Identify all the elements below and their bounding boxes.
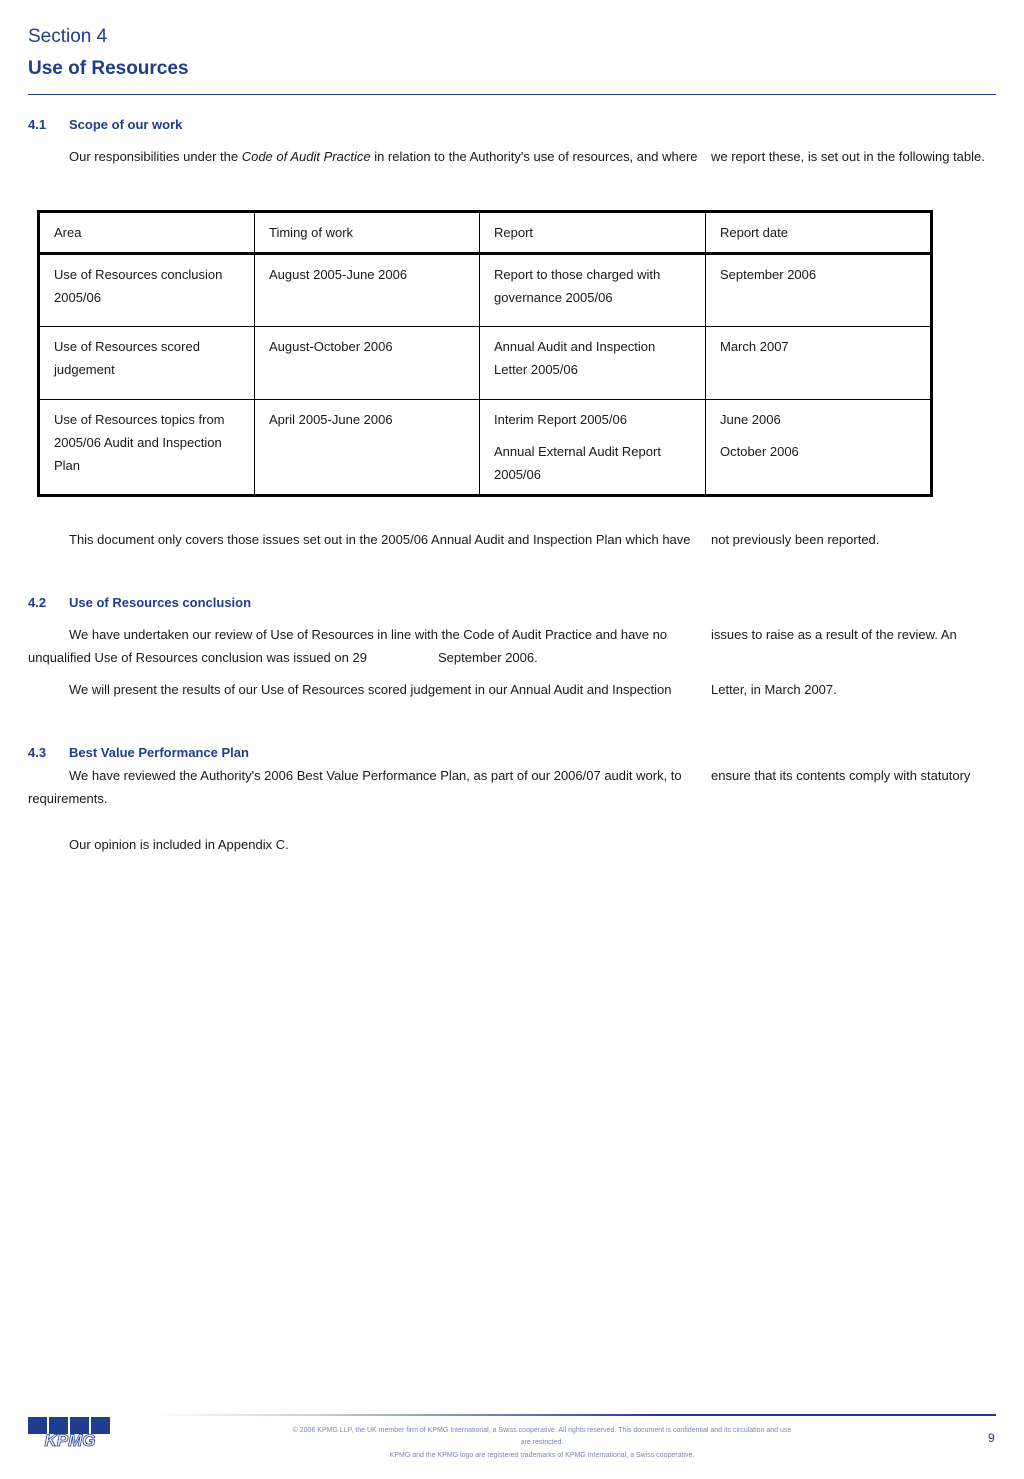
cell-line: 2005/06 — [494, 467, 541, 482]
table-header-row — [39, 212, 932, 254]
cell-line: Interim Report 2005/06 — [494, 412, 627, 427]
cell-date — [706, 327, 932, 400]
cell-area — [39, 327, 255, 400]
heading-title: Use of Resources conclusion — [69, 595, 252, 610]
cell-date — [706, 254, 932, 327]
table-row — [39, 327, 932, 400]
table-row — [39, 254, 932, 327]
heading-title: Best Value Performance Plan — [69, 745, 249, 760]
cell-gap — [720, 431, 916, 440]
cell-line: judgement — [54, 362, 115, 377]
scope-paragraph-part-1 — [69, 149, 698, 164]
conclusion-paragraph-line-2b: September 2006. — [438, 650, 538, 665]
conclusion-paragraph-line-2a: unqualified Use of Resources conclusion was issued on 29 — [28, 650, 367, 665]
cell-line: March 2007 — [720, 339, 789, 354]
code-of-audit-practice-italic: Code of Audit Practice — [241, 149, 371, 164]
cell-line: 2005/06 — [54, 290, 101, 305]
cell-line: Use of Resources topics from — [54, 412, 225, 427]
resources-table — [37, 210, 933, 497]
cell-timing — [255, 400, 480, 496]
section-number: Section 4 — [28, 26, 108, 47]
copyright-line-1: © 2006 KPMG LLP, the UK member firm of KPMG International, a Swiss cooperative. All rights reserved. This document is confidential and its circulation and use — [292, 1427, 792, 1434]
header-report: Report — [480, 212, 706, 254]
cell-line: April 2005-June 2006 — [269, 412, 393, 427]
header-report-date: Report date — [706, 212, 932, 254]
cell-report — [480, 327, 706, 400]
conclusion-paragraph-line-1b: issues to raise as a result of the review. An — [711, 627, 957, 642]
cell-line: 2005/06 Audit and Inspection — [54, 435, 222, 450]
heading-number: 4.1 — [28, 117, 47, 132]
heading-4-2 — [28, 595, 428, 613]
cell-line: governance 2005/06 — [494, 290, 613, 305]
heading-4-1 — [28, 117, 428, 135]
cell-line: Letter 2005/06 — [494, 362, 578, 377]
cell-timing — [255, 327, 480, 400]
cell-area — [39, 254, 255, 327]
cell-line: Plan — [54, 458, 81, 473]
header-area: Area — [39, 212, 255, 254]
cell-line: October 2006 — [720, 444, 799, 459]
page-number: 9 — [988, 1431, 995, 1445]
heading-number: 4.2 — [28, 595, 47, 610]
copyright-line-2: are restricted. — [520, 1439, 564, 1446]
bvpp-paragraph-line-2: requirements. — [28, 791, 108, 806]
header-divider — [28, 94, 996, 95]
cell-report — [480, 400, 706, 496]
coverage-paragraph-part-1: This document only covers those issues set out in the 2005/06 Annual Audit and Inspection Plan which have — [69, 532, 691, 547]
cell-gap — [494, 431, 691, 440]
scope-text-a: Our responsibilities under the — [69, 149, 242, 164]
cell-date — [706, 400, 932, 496]
conclusion-paragraph-line-1a: We have undertaken our review of Use of Resources in line with the Code of Audit Practice and have no — [69, 627, 668, 642]
table-row — [39, 400, 932, 496]
judgement-paragraph-part-2: Letter, in March 2007. — [711, 682, 837, 697]
bvpp-paragraph-line-1b: ensure that its contents comply with statutory — [711, 768, 971, 783]
page-title: Use of Resources — [28, 58, 189, 79]
bvpp-paragraph-line-1a: We have reviewed the Authority's 2006 Best Value Performance Plan, as part of our 2006/07 audit work, to — [69, 768, 682, 783]
cell-line: Annual Audit and Inspection — [494, 339, 656, 354]
cell-line: Report to those charged with — [494, 267, 661, 282]
cell-line: June 2006 — [720, 412, 781, 427]
cell-line: Use of Resources conclusion — [54, 267, 223, 282]
judgement-paragraph-part-1: We will present the results of our Use of Resources scored judgement in our Annual Audit and Inspection — [69, 682, 672, 697]
coverage-paragraph-part-2: not previously been reported. — [711, 532, 880, 547]
cell-area — [39, 400, 255, 496]
scope-text-b: in relation to the Authority's use of resources, and where — [370, 149, 698, 164]
trademark-line: KPMG and the KPMG logo are registered trademarks of KPMG International, a Swiss cooperative. — [389, 1452, 695, 1459]
heading-number: 4.3 — [28, 745, 47, 760]
opinion-paragraph: Our opinion is included in Appendix C. — [69, 837, 289, 852]
scope-paragraph-part-2: we report these, is set out in the following table. — [711, 149, 985, 164]
kpmg-logo — [28, 1417, 112, 1447]
cell-line: September 2006 — [720, 267, 817, 282]
footer-divider — [152, 1414, 996, 1416]
logo-text: KPMG — [44, 1431, 96, 1447]
heading-title: Scope of our work — [69, 117, 183, 132]
header-timing: Timing of work — [255, 212, 480, 254]
cell-line: August-October 2006 — [269, 339, 393, 354]
cell-line: Use of Resources scored — [54, 339, 200, 354]
cell-timing — [255, 254, 480, 327]
cell-line: August 2005-June 2006 — [269, 267, 408, 282]
cell-line: Annual External Audit Report — [494, 444, 661, 459]
heading-4-3 — [28, 745, 428, 763]
cell-report — [480, 254, 706, 327]
